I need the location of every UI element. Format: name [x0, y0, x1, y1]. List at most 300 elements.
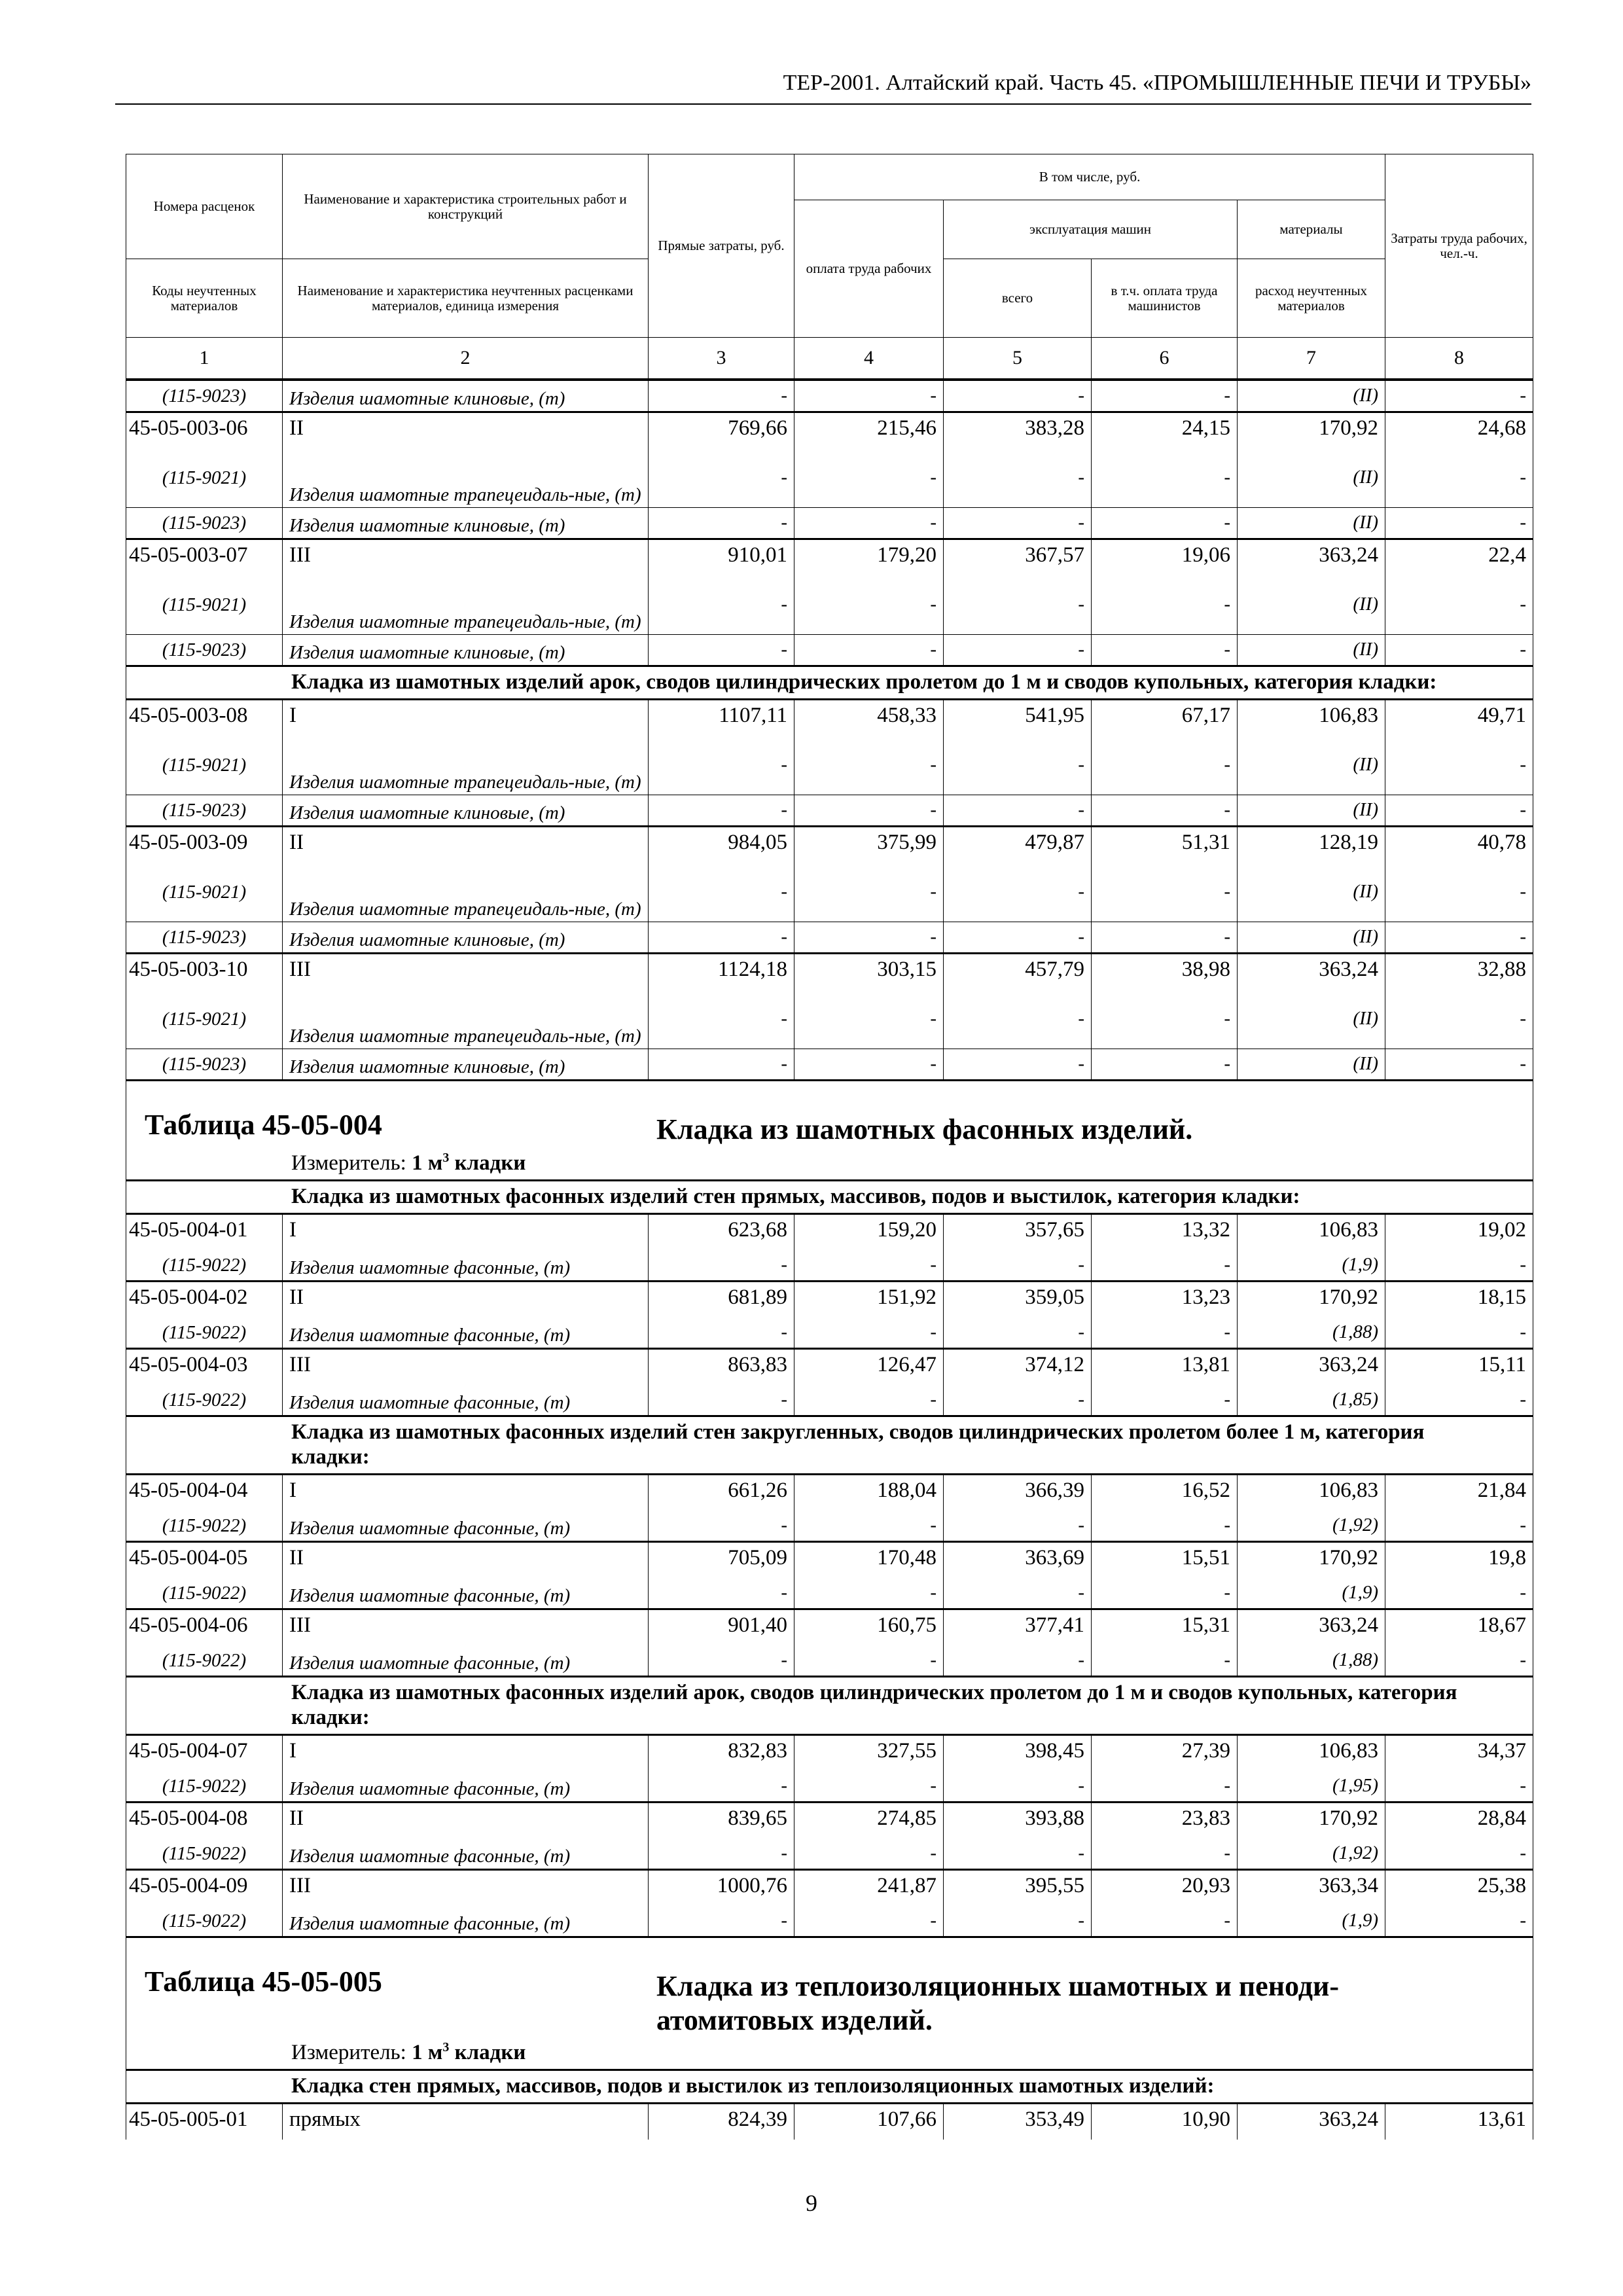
table-row — [126, 1282, 1533, 1318]
rate-code: 45-05-004-07 — [126, 1735, 283, 1772]
work-name: прямых — [283, 2104, 649, 2140]
col1-top-header: Номера расценок — [126, 154, 283, 259]
value-cell: - — [944, 448, 1092, 508]
value-cell: 661,26 — [649, 1475, 794, 1511]
value-cell: 303,15 — [794, 954, 944, 990]
value-cell: 170,92 — [1238, 1803, 1385, 1839]
value-cell: - — [1092, 736, 1238, 795]
value-cell: - — [1092, 1771, 1238, 1803]
material-name: Изделия шамотные фасонные, (т) — [283, 1250, 649, 1282]
material-name: Изделия шамотные фасонные, (т) — [283, 1318, 649, 1349]
table-title: Кладка из шамотных фасонных изделий. — [656, 1113, 1193, 1145]
material-row — [126, 1645, 1533, 1677]
value-cell: - — [794, 1839, 944, 1870]
section-heading: Кладка из шамотных фасонных изделий стен закругленных, сводов цилиндрических пролетом более 1 м, категория кладки: — [126, 1416, 1533, 1475]
column-number: 2 — [283, 338, 649, 380]
value-cell: 363,24 — [1238, 1349, 1385, 1386]
measure-label: Измеритель: — [291, 2041, 406, 2064]
value-cell: - — [794, 990, 944, 1049]
material-name: Изделия шамотные клиновые, (т) — [283, 1049, 649, 1081]
table-title-block — [126, 1081, 1533, 1181]
value-cell: - — [794, 508, 944, 539]
value-cell: 357,65 — [944, 1214, 1092, 1251]
value-cell: - — [1385, 1578, 1533, 1609]
value-cell: 34,37 — [1385, 1735, 1533, 1772]
col7-header: расход неучтенных материалов — [1238, 259, 1385, 338]
value-cell: - — [649, 1385, 794, 1416]
value-cell: 359,05 — [944, 1282, 1092, 1318]
measure-unit — [291, 1145, 526, 1175]
table-row — [126, 1735, 1533, 1772]
materials-header: материалы — [1238, 200, 1385, 259]
value-cell: 1000,76 — [649, 1870, 794, 1907]
value-cell: 38,98 — [1092, 954, 1238, 990]
material-name: Изделия шамотные трапецеидаль-ные, (т) — [283, 448, 649, 508]
material-code: (115-9021) — [126, 448, 283, 508]
value-cell: - — [1385, 1645, 1533, 1677]
table-title-row — [126, 1081, 1533, 1181]
value-cell: (1,88) — [1238, 1645, 1385, 1677]
value-cell: - — [944, 1318, 1092, 1349]
table-row — [126, 700, 1533, 736]
table-row — [126, 1475, 1533, 1511]
rate-code: 45-05-004-04 — [126, 1475, 283, 1511]
material-code: (115-9023) — [126, 922, 283, 954]
machines-header: эксплуатация машин — [944, 200, 1238, 259]
value-cell: - — [649, 380, 794, 412]
value-cell: (1,9) — [1238, 1906, 1385, 1937]
material-code: (115-9022) — [126, 1318, 283, 1349]
measure-unit-text: кладки — [454, 2041, 526, 2064]
value-cell: 910,01 — [649, 539, 794, 576]
value-cell: 23,83 — [1092, 1803, 1238, 1839]
value-cell: - — [944, 1385, 1092, 1416]
value-cell: 901,40 — [649, 1609, 794, 1646]
value-cell: - — [1385, 575, 1533, 635]
value-cell: - — [649, 1578, 794, 1609]
value-cell: - — [1092, 1385, 1238, 1416]
rate-code: 45-05-004-01 — [126, 1214, 283, 1251]
material-row — [126, 922, 1533, 954]
value-cell: (II) — [1238, 863, 1385, 922]
value-cell: 15,51 — [1092, 1542, 1238, 1579]
value-cell: - — [1385, 380, 1533, 412]
value-cell: - — [794, 1049, 944, 1081]
value-cell: 363,24 — [1238, 1609, 1385, 1646]
col4-header: оплата труда рабочих — [794, 200, 944, 338]
section-heading-row — [126, 2070, 1533, 2104]
value-cell: - — [649, 736, 794, 795]
col6-header: в т.ч. оплата труда машинистов — [1092, 259, 1238, 338]
material-row — [126, 1250, 1533, 1282]
material-code: (115-9021) — [126, 575, 283, 635]
value-cell: - — [1092, 1511, 1238, 1542]
value-cell: (II) — [1238, 795, 1385, 827]
value-cell: 479,87 — [944, 827, 1092, 863]
value-cell: - — [1385, 1385, 1533, 1416]
value-cell: - — [794, 1511, 944, 1542]
material-code: (115-9021) — [126, 863, 283, 922]
value-cell: 24,68 — [1385, 412, 1533, 449]
value-cell: 377,41 — [944, 1609, 1092, 1646]
section-heading-row — [126, 666, 1533, 700]
value-cell: (1,9) — [1238, 1250, 1385, 1282]
measure-unit — [291, 2035, 526, 2065]
value-cell: - — [794, 795, 944, 827]
value-cell: (II) — [1238, 736, 1385, 795]
value-cell: 160,75 — [794, 1609, 944, 1646]
table-row — [126, 1803, 1533, 1839]
value-cell: 25,38 — [1385, 1870, 1533, 1907]
material-code: (115-9022) — [126, 1906, 283, 1937]
value-cell: - — [1385, 1250, 1533, 1282]
value-cell: 170,48 — [794, 1542, 944, 1579]
value-cell: (II) — [1238, 575, 1385, 635]
work-name: I — [283, 1214, 649, 1251]
work-name: III — [283, 1349, 649, 1386]
section-heading: Кладка из шамотных изделий арок, сводов цилиндрических пролетом до 1 м и сводов купольных, категория кладки: — [126, 666, 1533, 700]
material-code: (115-9023) — [126, 795, 283, 827]
value-cell: - — [944, 1250, 1092, 1282]
value-cell: 151,92 — [794, 1282, 944, 1318]
material-code: (115-9023) — [126, 508, 283, 539]
value-cell: 705,09 — [649, 1542, 794, 1579]
value-cell: - — [1385, 1318, 1533, 1349]
value-cell: 1107,11 — [649, 700, 794, 736]
value-cell: 15,31 — [1092, 1609, 1238, 1646]
value-cell: - — [1385, 1511, 1533, 1542]
value-cell: - — [794, 1318, 944, 1349]
value-cell: (1,95) — [1238, 1771, 1385, 1803]
value-cell: - — [1385, 635, 1533, 666]
value-cell: 24,15 — [1092, 412, 1238, 449]
table-row — [126, 412, 1533, 449]
measure-label: Измеритель: — [291, 1151, 406, 1175]
value-cell: 13,61 — [1385, 2104, 1533, 2140]
value-cell: 374,12 — [944, 1349, 1092, 1386]
table-row — [126, 1609, 1533, 1646]
material-name: Изделия шамотные клиновые, (т) — [283, 635, 649, 666]
col8-header: Затраты труда рабочих, чел.-ч. — [1385, 154, 1533, 338]
material-row — [126, 575, 1533, 635]
value-cell: 27,39 — [1092, 1735, 1238, 1772]
value-cell: - — [1385, 448, 1533, 508]
value-cell: - — [794, 863, 944, 922]
work-name: II — [283, 1542, 649, 1579]
rate-code: 45-05-003-09 — [126, 827, 283, 863]
value-cell: 375,99 — [794, 827, 944, 863]
value-cell: - — [944, 863, 1092, 922]
section-heading-row — [126, 1181, 1533, 1214]
value-cell: 274,85 — [794, 1803, 944, 1839]
value-cell: - — [649, 1771, 794, 1803]
value-cell: - — [649, 635, 794, 666]
value-cell: - — [794, 380, 944, 412]
material-name: Изделия шамотные фасонные, (т) — [283, 1771, 649, 1803]
work-name: II — [283, 1803, 649, 1839]
table-row — [126, 954, 1533, 990]
value-cell: - — [794, 1385, 944, 1416]
material-name: Изделия шамотные клиновые, (т) — [283, 380, 649, 412]
rate-code: 45-05-004-05 — [126, 1542, 283, 1579]
material-row — [126, 380, 1533, 412]
material-name: Изделия шамотные фасонные, (т) — [283, 1511, 649, 1542]
material-name: Изделия шамотные клиновые, (т) — [283, 922, 649, 954]
value-cell: - — [794, 575, 944, 635]
value-cell: 179,20 — [794, 539, 944, 576]
material-code: (115-9021) — [126, 736, 283, 795]
value-cell: - — [944, 635, 1092, 666]
material-code: (115-9022) — [126, 1839, 283, 1870]
material-row — [126, 1771, 1533, 1803]
material-name: Изделия шамотные трапецеидаль-ные, (т) — [283, 575, 649, 635]
value-cell: 106,83 — [1238, 1735, 1385, 1772]
value-cell: - — [794, 922, 944, 954]
value-cell: 363,24 — [1238, 2104, 1385, 2140]
table-row — [126, 1214, 1533, 1251]
material-name: Изделия шамотные клиновые, (т) — [283, 508, 649, 539]
column-number: 6 — [1092, 338, 1238, 380]
value-cell: - — [649, 990, 794, 1049]
value-cell: - — [1092, 1049, 1238, 1081]
value-cell: - — [1385, 1771, 1533, 1803]
col5-header: всего — [944, 259, 1092, 338]
value-cell: - — [1092, 863, 1238, 922]
value-cell: 15,11 — [1385, 1349, 1533, 1386]
value-cell: 40,78 — [1385, 827, 1533, 863]
value-cell: 128,19 — [1238, 827, 1385, 863]
section-heading: Кладка стен прямых, массивов, подов и выстилок из теплоизоляционных шамотных изделий: — [126, 2070, 1533, 2104]
material-code: (115-9023) — [126, 635, 283, 666]
material-code: (115-9022) — [126, 1250, 283, 1282]
column-number: 4 — [794, 338, 944, 380]
value-cell: 457,79 — [944, 954, 1092, 990]
material-name: Изделия шамотные фасонные, (т) — [283, 1578, 649, 1609]
value-cell: - — [944, 1645, 1092, 1677]
value-cell: 19,06 — [1092, 539, 1238, 576]
value-cell: 839,65 — [649, 1803, 794, 1839]
rate-code: 45-05-004-08 — [126, 1803, 283, 1839]
group-header: В том числе, руб. — [794, 154, 1385, 200]
value-cell: - — [649, 575, 794, 635]
value-cell: - — [1092, 1645, 1238, 1677]
value-cell: 21,84 — [1385, 1475, 1533, 1511]
value-cell: - — [794, 1645, 944, 1677]
material-code: (115-9022) — [126, 1511, 283, 1542]
work-name: I — [283, 1735, 649, 1772]
work-name: I — [283, 1475, 649, 1511]
table-row — [126, 1542, 1533, 1579]
column-number: 1 — [126, 338, 283, 380]
material-row — [126, 1906, 1533, 1937]
work-name: II — [283, 412, 649, 449]
material-name: Изделия шамотные фасонные, (т) — [283, 1906, 649, 1937]
value-cell: - — [1385, 1839, 1533, 1870]
material-row — [126, 635, 1533, 666]
material-row — [126, 736, 1533, 795]
value-cell: 363,69 — [944, 1542, 1092, 1579]
value-cell: - — [1092, 795, 1238, 827]
work-name: III — [283, 1609, 649, 1646]
value-cell: - — [794, 736, 944, 795]
value-cell: 395,55 — [944, 1870, 1092, 1907]
value-cell: - — [1385, 736, 1533, 795]
value-cell: (1,88) — [1238, 1318, 1385, 1349]
table-row — [126, 1349, 1533, 1386]
work-name: III — [283, 954, 649, 990]
material-code: (115-9023) — [126, 380, 283, 412]
value-cell: - — [1092, 1250, 1238, 1282]
value-cell: - — [944, 1049, 1092, 1081]
value-cell: 170,92 — [1238, 1282, 1385, 1318]
material-code: (115-9021) — [126, 990, 283, 1049]
value-cell: - — [1385, 990, 1533, 1049]
value-cell: 363,24 — [1238, 954, 1385, 990]
page-number: 9 — [806, 2190, 817, 2216]
column-number: 8 — [1385, 338, 1533, 380]
table-title: Кладка из теплоизоляционных шамотных и пеноди-атомитовых изделий. — [656, 1970, 1340, 2036]
value-cell: (II) — [1238, 922, 1385, 954]
value-cell: - — [944, 575, 1092, 635]
value-cell: 19,02 — [1385, 1214, 1533, 1251]
value-cell: 984,05 — [649, 827, 794, 863]
value-cell: 18,15 — [1385, 1282, 1533, 1318]
material-name: Изделия шамотные трапецеидаль-ные, (т) — [283, 990, 649, 1049]
rate-code: 45-05-003-08 — [126, 700, 283, 736]
value-cell: 106,83 — [1238, 1475, 1385, 1511]
value-cell: 10,90 — [1092, 2104, 1238, 2140]
work-name: III — [283, 539, 649, 576]
value-cell: 215,46 — [794, 412, 944, 449]
section-heading: Кладка из шамотных фасонных изделий стен прямых, массивов, подов и выстилок, категория кладки: — [126, 1181, 1533, 1214]
material-row — [126, 1049, 1533, 1081]
value-cell: - — [794, 1906, 944, 1937]
value-cell: - — [1385, 1906, 1533, 1937]
section-heading: Кладка из шамотных фасонных изделий арок, сводов цилиндрических пролетом до 1 м и сводов купольных, категория кладки: — [126, 1677, 1533, 1735]
material-name: Изделия шамотные трапецеидаль-ные, (т) — [283, 736, 649, 795]
value-cell: - — [649, 1511, 794, 1542]
material-row — [126, 863, 1533, 922]
value-cell: 393,88 — [944, 1803, 1092, 1839]
value-cell: - — [944, 922, 1092, 954]
value-cell: - — [944, 1839, 1092, 1870]
value-cell: - — [1092, 448, 1238, 508]
value-cell: (1,92) — [1238, 1839, 1385, 1870]
value-cell: (II) — [1238, 380, 1385, 412]
value-cell: (II) — [1238, 508, 1385, 539]
value-cell: - — [649, 1318, 794, 1349]
material-name: Изделия шамотные фасонные, (т) — [283, 1839, 649, 1870]
material-row — [126, 1385, 1533, 1416]
material-code: (115-9023) — [126, 1049, 283, 1081]
value-cell: 188,04 — [794, 1475, 944, 1511]
section-heading-row — [126, 1416, 1533, 1475]
rate-code: 45-05-004-09 — [126, 1870, 283, 1907]
value-cell: - — [649, 1839, 794, 1870]
work-name: II — [283, 1282, 649, 1318]
value-cell: - — [794, 448, 944, 508]
value-cell: 541,95 — [944, 700, 1092, 736]
value-cell: - — [944, 380, 1092, 412]
value-cell: 18,67 — [1385, 1609, 1533, 1646]
column-number: 5 — [944, 338, 1092, 380]
table-number: Таблица 45-05-005 — [145, 1965, 382, 1998]
value-cell: - — [649, 1906, 794, 1937]
header-rule — [115, 103, 1531, 105]
value-cell: - — [794, 635, 944, 666]
table-title-block — [126, 1937, 1533, 2070]
value-cell: - — [649, 795, 794, 827]
value-cell: 13,23 — [1092, 1282, 1238, 1318]
rate-code: 45-05-004-06 — [126, 1609, 283, 1646]
table-title-row — [126, 1937, 1533, 2070]
value-cell: 126,47 — [794, 1349, 944, 1386]
value-cell: 363,34 — [1238, 1870, 1385, 1907]
value-cell: - — [1092, 990, 1238, 1049]
value-cell: - — [1092, 635, 1238, 666]
table-row — [126, 2104, 1533, 2140]
measure-unit-text: кладки — [454, 1151, 526, 1175]
value-cell: - — [1092, 575, 1238, 635]
value-cell: 863,83 — [649, 1349, 794, 1386]
value-cell: (II) — [1238, 635, 1385, 666]
value-cell: (1,92) — [1238, 1511, 1385, 1542]
value-cell: 32,88 — [1385, 954, 1533, 990]
value-cell: (II) — [1238, 990, 1385, 1049]
value-cell: - — [649, 508, 794, 539]
value-cell: - — [649, 1645, 794, 1677]
value-cell: - — [1385, 922, 1533, 954]
value-cell: (1,9) — [1238, 1578, 1385, 1609]
price-table — [126, 154, 1533, 2140]
work-name: II — [283, 827, 649, 863]
table-row — [126, 1870, 1533, 1907]
value-cell: 28,84 — [1385, 1803, 1533, 1839]
material-code: (115-9022) — [126, 1771, 283, 1803]
value-cell: 170,92 — [1238, 412, 1385, 449]
value-cell: 241,87 — [794, 1870, 944, 1907]
value-cell: (II) — [1238, 448, 1385, 508]
material-name: Изделия шамотные фасонные, (т) — [283, 1385, 649, 1416]
value-cell: 19,8 — [1385, 1542, 1533, 1579]
work-name: I — [283, 700, 649, 736]
value-cell: 353,49 — [944, 2104, 1092, 2140]
value-cell: - — [794, 1250, 944, 1282]
value-cell: - — [944, 736, 1092, 795]
material-code: (115-9022) — [126, 1578, 283, 1609]
rate-code: 45-05-003-07 — [126, 539, 283, 576]
value-cell: - — [944, 1906, 1092, 1937]
value-cell: - — [794, 1578, 944, 1609]
value-cell: 363,24 — [1238, 539, 1385, 576]
value-cell: - — [1092, 922, 1238, 954]
col2-top-header: Наименование и характеристика строительных работ и конструкций — [283, 154, 649, 259]
value-cell: 159,20 — [794, 1214, 944, 1251]
value-cell: 49,71 — [1385, 700, 1533, 736]
rate-code: 45-05-004-02 — [126, 1282, 283, 1318]
material-row — [126, 795, 1533, 827]
value-cell: - — [1385, 863, 1533, 922]
value-cell: 106,83 — [1238, 1214, 1385, 1251]
value-cell: 458,33 — [794, 700, 944, 736]
rate-code: 45-05-005-01 — [126, 2104, 283, 2140]
value-cell: 13,32 — [1092, 1214, 1238, 1251]
table-row — [126, 539, 1533, 576]
value-cell: - — [944, 1771, 1092, 1803]
value-cell: - — [944, 1511, 1092, 1542]
value-cell: 769,66 — [649, 412, 794, 449]
value-cell: - — [649, 1049, 794, 1081]
